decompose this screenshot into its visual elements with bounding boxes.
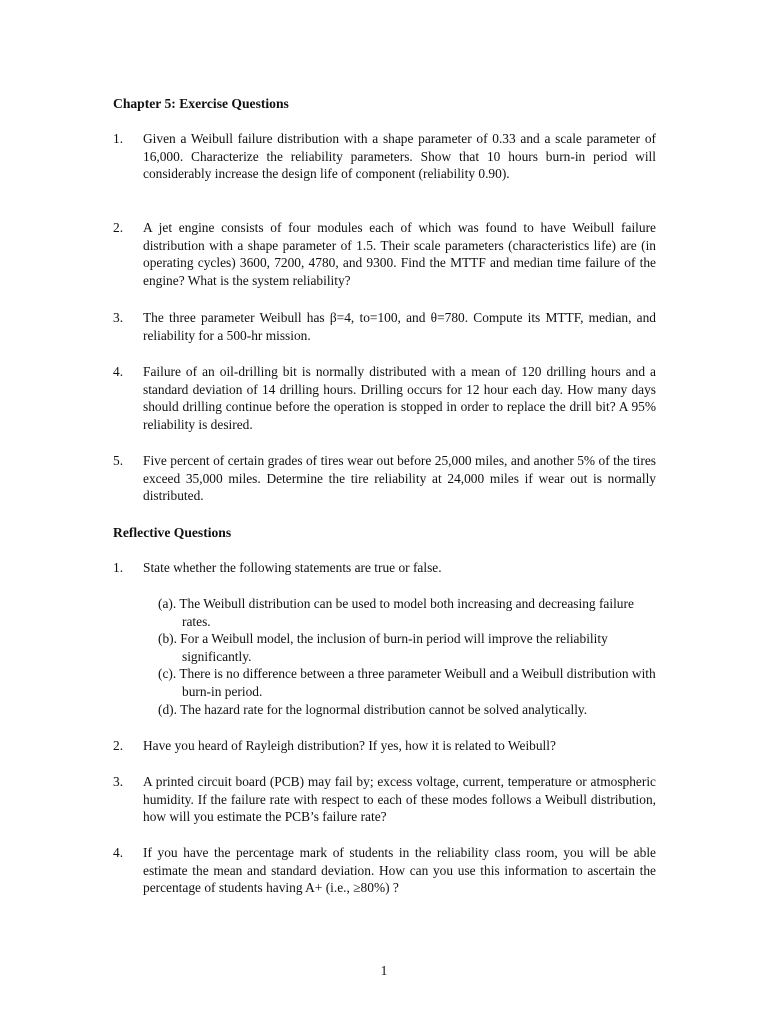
- question-number: 4.: [113, 845, 124, 860]
- reflective-question-4: [113, 844, 656, 897]
- question-number: 5.: [113, 453, 124, 468]
- exercise-question-1: [113, 130, 656, 183]
- question-number: 3.: [113, 774, 124, 789]
- chapter-title: Chapter 5: Exercise Questions: [113, 96, 289, 111]
- question-text: A jet engine consists of four modules each of which was found to have Weibull failure distribution with a shape parameter of 1.5. Their scale parameters (characteristics life) are (in operating cycles) 3600, 7200, 4780, and 9300. Find the MTTF and median time failure of the engine? What is the system reliability?: [143, 220, 656, 288]
- question-text: Five percent of certain grades of tires wear out before 25,000 miles, and another 5% of the tires exceed 35,000 miles. Determine the tire reliability at 24,000 miles if wear out is normally distributed.: [143, 453, 656, 504]
- question-number: 1.: [113, 560, 124, 575]
- statement-c: (c). There is no difference between a three parameter Weibull and a Weibull distribution with burn-in period.: [158, 666, 656, 699]
- exercise-question-2: [113, 219, 656, 289]
- question-number: 3.: [113, 310, 124, 325]
- exercise-question-5: [113, 452, 656, 505]
- page-number: 1: [380, 963, 388, 978]
- statement-a: (a). The Weibull distribution can be used to model both increasing and decreasing failure rates.: [158, 596, 634, 629]
- question-number: 2.: [113, 738, 124, 753]
- statement-d: (d). The hazard rate for the lognormal distribution cannot be solved analytically.: [158, 701, 588, 717]
- question-text: A printed circuit board (PCB) may fail by; excess voltage, current, temperature or atmospheric humidity. If the failure rate with respect to each of these modes follows a Weibull distribution, how will you estimate the PCB’s failure rate?: [143, 774, 656, 825]
- exercise-question-4: [113, 363, 656, 433]
- reflective-question-2: [113, 737, 656, 755]
- reflective-question-1: [113, 559, 656, 577]
- question-text: Have you heard of Rayleigh distribution? If yes, how it is related to Weibull?: [143, 738, 556, 753]
- true-false-list: [158, 595, 658, 718]
- question-number: 1.: [113, 131, 124, 146]
- question-text: Given a Weibull failure distribution with a shape parameter of 0.33 and a scale parameter of 16,000. Characterize the reliability parameters. Show that 10 hours burn-in period will considerably increase the design life of component (reliability 0.90).: [143, 131, 656, 182]
- question-text: If you have the percentage mark of students in the reliability class room, you will be able estimate the mean and standard deviation. How can you use this information to ascertain the percentage of students having A+ (i.e., ≥80%) ?: [143, 845, 656, 896]
- reflective-title: Reflective Questions: [113, 525, 232, 540]
- question-text: Failure of an oil-drilling bit is normally distributed with a mean of 120 drilling hours and a standard deviation of 14 drilling hours. Drilling occurs for 12 hour each day. How many days should drilling continue before the operation is stopped in order to replace the drill bit? A 95% reliability is desired.: [143, 364, 656, 432]
- exercise-question-3: [113, 309, 656, 344]
- question-number: 4.: [113, 364, 124, 379]
- question-number: 2.: [113, 220, 124, 235]
- statement-b: (b). For a Weibull model, the inclusion of burn-in period will improve the reliability significantly.: [158, 631, 608, 664]
- question-text: State whether the following statements are true or false.: [143, 560, 442, 575]
- question-text: The three parameter Weibull has β=4, to=100, and θ=780. Compute its MTTF, median, and reliability for a 500-hr mission.: [143, 310, 656, 343]
- reflective-question-3: [113, 773, 656, 826]
